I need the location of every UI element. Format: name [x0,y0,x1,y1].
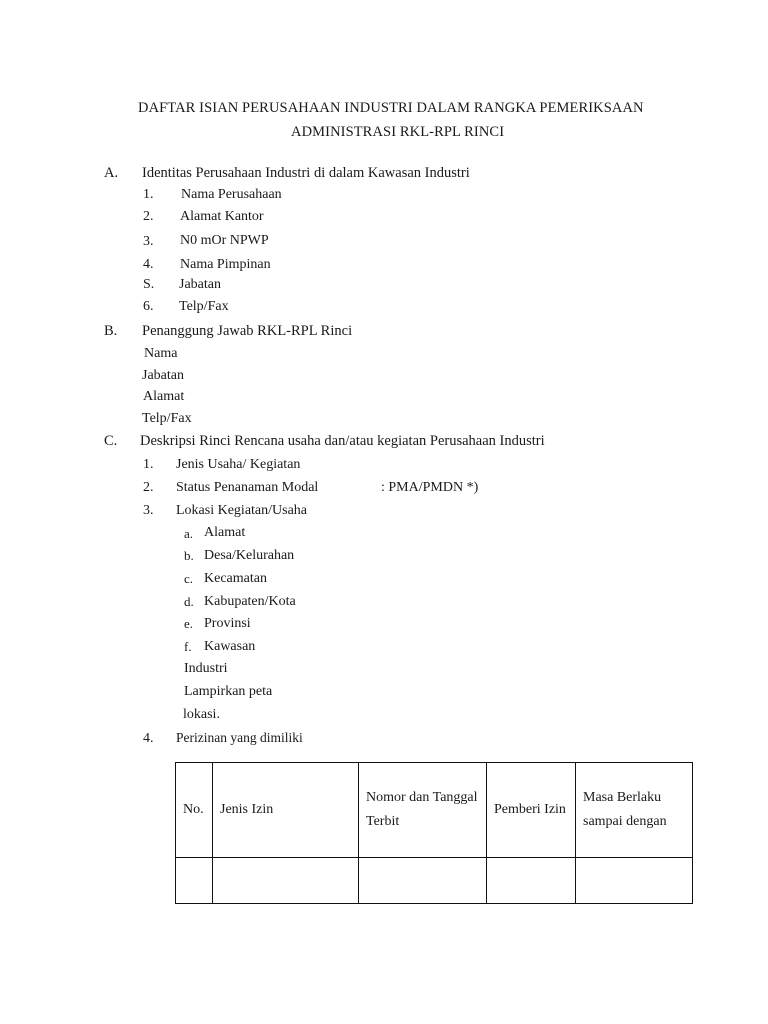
lokasi-subitem-letter: e. [184,616,194,631]
section-a-item-label: N0 mOr NPWP [180,233,269,248]
section-a-letter: A. [104,165,119,181]
section-a-item-label: Telp/Fax [179,299,229,314]
section-a-item-number: S. [143,277,155,292]
lokasi-subitem-letter: d. [184,594,194,609]
lokasi-note: Industri [184,661,228,676]
section-b-heading: Penanggung Jawab RKL-RPL Rinci [142,323,353,339]
lokasi-subitem-letter: b. [184,548,194,563]
section-c-item-value: : PMA/PMDN *) [381,480,479,495]
table-cell[interactable] [213,858,359,904]
lokasi-note: Lampirkan peta [184,684,273,699]
table-header-masa-berlaku: Masa Berlaku sampai dengan [583,790,667,829]
section-c-item-label: Perizinan yang dimiliki [176,730,303,745]
table-cell[interactable] [487,858,576,904]
table-header-jenis-izin: Jenis Izin [220,802,274,817]
section-a-item-number: 3. [143,234,154,249]
table-cell[interactable] [176,858,213,904]
section-c-item-label: Lokasi Kegiatan/Usaha [176,503,308,518]
lokasi-subitem-label: Desa/Kelurahan [204,548,295,563]
table-cell[interactable] [576,858,693,904]
table-header-cell-nomor-tanggal [359,763,487,858]
section-b-item: Telp/Fax [142,411,192,426]
document-title-line2: ADMINISTRASI RKL-RPL RINCI [291,124,505,140]
section-c-item-number: 2. [143,480,154,495]
section-c-item-number: 1. [143,457,154,472]
lokasi-subitem-letter: f. [184,639,192,654]
section-b-letter: B. [104,323,118,339]
lokasi-subitem-label: Alamat [204,525,246,540]
section-c-item-number: 3. [143,503,154,518]
table-header-cell-pemberi-izin [487,763,576,858]
table-cell[interactable] [359,858,487,904]
table-header-nomor-tanggal: Nomor dan Tanggal Terbit [366,790,478,829]
table-header-row [176,763,693,858]
table-header-cell-jenis-izin [213,763,359,858]
lokasi-subitem-label: Kabupaten/Kota [204,594,296,609]
table-header-cell-masa-berlaku [576,763,693,858]
section-a-item-label: Jabatan [179,277,221,292]
lokasi-note: lokasi. [183,707,220,722]
permit-table [175,762,693,904]
section-a-item-number: 4. [143,257,154,272]
section-a-heading: Identitas Perusahaan Industri di dalam Kawasan Industri [142,165,470,181]
section-c-item-label: Status Penanaman Modal [176,480,319,495]
section-c-letter: C. [104,433,118,449]
section-b-item: Nama [144,346,178,361]
table-row [176,858,693,904]
section-c-item-number: 4. [143,731,154,746]
lokasi-subitem-label: Provinsi [204,616,251,631]
section-c-item-label: Jenis Usaha/ Kegiatan [176,457,301,472]
section-c-heading: Deskripsi Rinci Rencana usaha dan/atau kegiatan Perusahaan Industri [140,433,545,449]
section-a-item-label: Nama Perusahaan [181,187,282,202]
section-a-item-number: 1. [143,187,154,202]
lokasi-subitem-label: Kecamatan [204,571,267,586]
section-b-item: Alamat [143,389,185,404]
table-header-no: No. [183,802,204,817]
section-a-item-number: 6. [143,299,154,314]
table-header-pemberi-izin: Pemberi Izin [494,802,566,817]
section-b-item: Jabatan [142,368,184,383]
lokasi-subitem-label: Kawasan [204,639,256,654]
table-header-cell-no [176,763,213,858]
document-title-line1: DAFTAR ISIAN PERUSAHAAN INDUSTRI DALAM RANGKA PEMERIKSAAN [138,100,644,116]
lokasi-subitem-letter: c. [184,571,194,586]
section-a-item-number: 2. [143,209,154,224]
section-a-item-label: Nama Pimpinan [180,257,271,272]
section-a-item-label: Alamat Kantor [180,209,264,224]
lokasi-subitem-letter: a. [184,526,194,541]
